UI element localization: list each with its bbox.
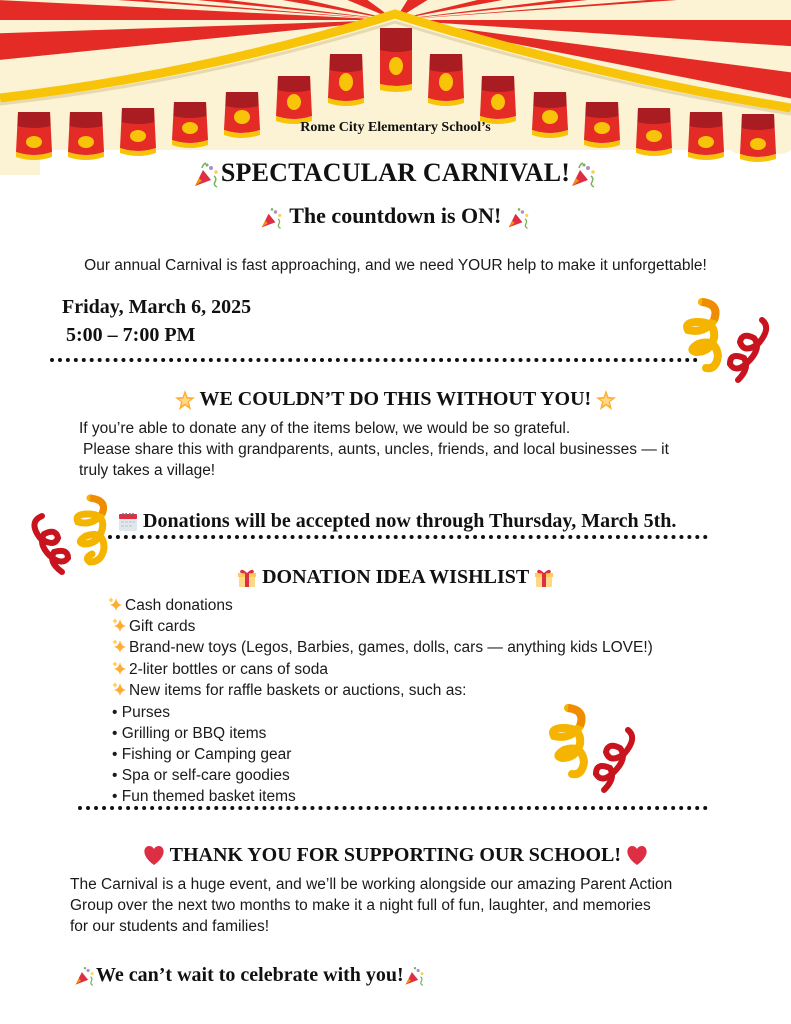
event-date: Friday, March 6, 2025 bbox=[62, 296, 252, 318]
sparkles-icon bbox=[112, 682, 126, 696]
thanks-heading-text: THANK YOU FOR SUPPORTING OUR SCHOOL! bbox=[169, 844, 621, 866]
party-popper-icon bbox=[507, 206, 531, 230]
heart-icon bbox=[626, 846, 648, 866]
support-line-1: If you’re able to donate any of the items below, we would be so grateful. bbox=[79, 420, 571, 437]
gift-icon bbox=[534, 568, 554, 588]
title-text: SPECTACULAR CARNIVAL! bbox=[220, 158, 571, 187]
party-popper-icon bbox=[193, 162, 221, 188]
list-item: 2-liter bottles or cans of soda bbox=[112, 661, 328, 679]
sparkles-icon bbox=[108, 597, 122, 611]
donation-deadline bbox=[118, 510, 676, 533]
heart-icon bbox=[143, 846, 165, 866]
streamer-ribbon-decoration bbox=[548, 704, 638, 800]
wishlist-heading bbox=[0, 566, 791, 589]
closing-message bbox=[74, 964, 426, 987]
streamer-ribbon-decoration bbox=[682, 298, 772, 394]
list-subitem: • Spa or self-care goodies bbox=[112, 767, 290, 784]
wishlist-heading-text: DONATION IDEA WISHLIST bbox=[262, 566, 529, 588]
deadline-text: Donations will be accepted now through Thursday, March 5th. bbox=[143, 510, 677, 532]
party-popper-icon bbox=[260, 206, 284, 230]
thanks-heading bbox=[0, 844, 791, 867]
support-heading bbox=[0, 388, 791, 411]
dotted-divider bbox=[50, 358, 698, 362]
support-heading-text: WE COULDN’T DO THIS WITHOUT YOU! bbox=[199, 388, 592, 410]
list-subitem: • Grilling or BBQ items bbox=[112, 725, 267, 742]
list-item: New items for raffle baskets or auctions, such as: bbox=[112, 682, 466, 700]
gift-icon bbox=[237, 568, 257, 588]
list-item: Gift cards bbox=[112, 618, 195, 636]
circus-tent-banner bbox=[0, 0, 791, 175]
countdown-text: The countdown is ON! bbox=[289, 203, 502, 228]
thanks-line-3: for our students and families! bbox=[70, 918, 270, 935]
list-subitem: • Purses bbox=[112, 704, 170, 721]
support-line-2: Please share this with grandparents, aunts, uncles, friends, and local businesses — it bbox=[83, 441, 669, 458]
list-item: Cash donations bbox=[108, 597, 233, 615]
sparkles-icon bbox=[112, 661, 126, 675]
thanks-line-2: Group over the next two months to make it a night full of fun, laughter, and memories bbox=[70, 897, 651, 914]
sparkles-icon bbox=[112, 639, 126, 653]
list-subitem: • Fishing or Camping gear bbox=[112, 746, 292, 763]
list-subitem: • Fun themed basket items bbox=[112, 788, 296, 805]
support-line-3: truly takes a village! bbox=[79, 462, 216, 479]
closing-text: We can’t wait to celebrate with you! bbox=[96, 964, 404, 986]
dotted-divider bbox=[108, 535, 708, 539]
countdown-heading bbox=[0, 203, 791, 230]
sparkles-icon bbox=[112, 618, 126, 632]
thanks-line-1: The Carnival is a huge event, and we’ll be working alongside our amazing Parent Action bbox=[70, 876, 673, 893]
intro-text: Our annual Carnival is fast approaching, and we need YOUR help to make it unforgettable! bbox=[84, 257, 707, 274]
school-name: Rome City Elementary School’s bbox=[300, 120, 491, 135]
party-popper-icon bbox=[570, 162, 598, 188]
party-popper-icon bbox=[74, 965, 96, 987]
event-time: 5:00 – 7:00 PM bbox=[66, 324, 196, 346]
party-popper-icon bbox=[404, 965, 426, 987]
glowing-star-icon bbox=[175, 390, 195, 410]
list-item: Brand-new toys (Legos, Barbies, games, dolls, cars — anything kids LOVE!) bbox=[112, 639, 653, 657]
glowing-star-icon bbox=[596, 390, 616, 410]
calendar-icon bbox=[118, 512, 138, 532]
dotted-divider bbox=[78, 806, 708, 810]
page-title bbox=[0, 158, 791, 188]
